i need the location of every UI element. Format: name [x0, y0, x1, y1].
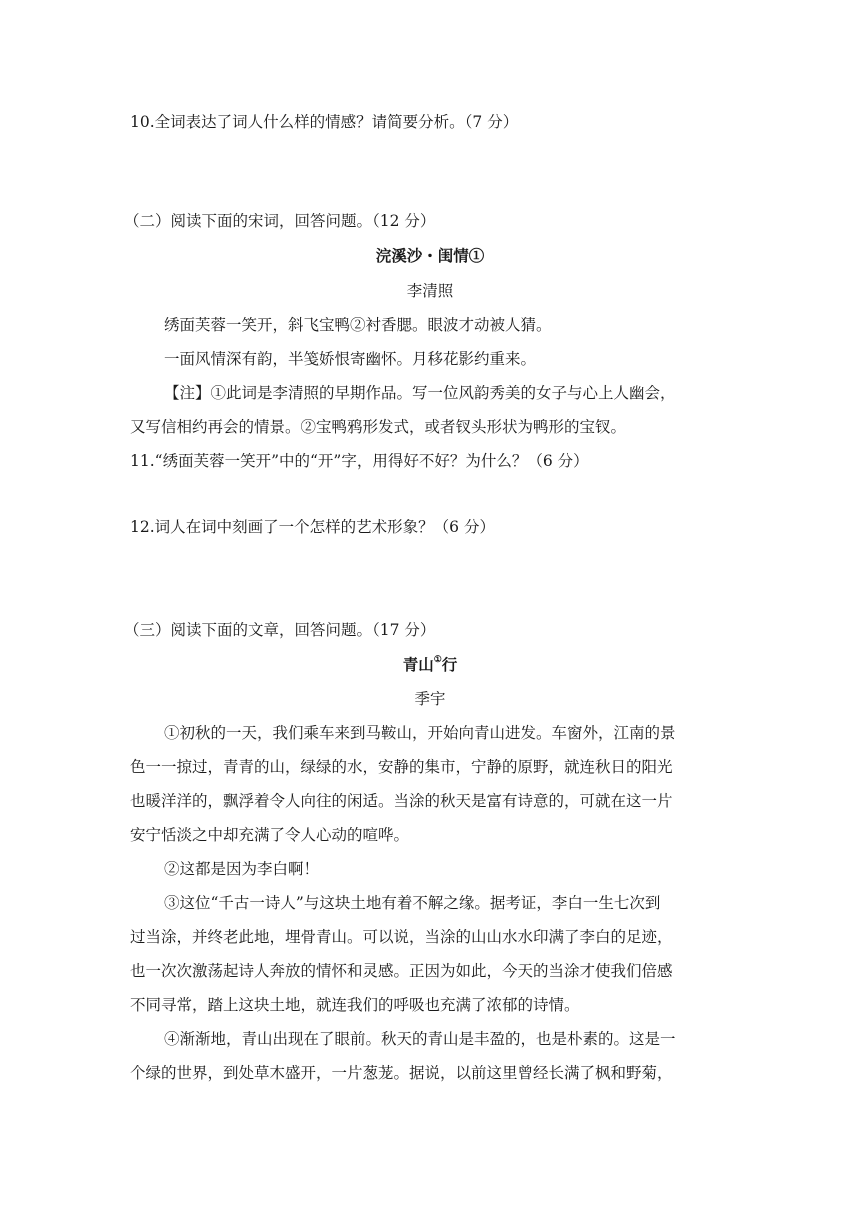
poem-line-1: 绣面芙蓉一笑开，斜飞宝鸭②衬香腮。眼波才动被人猜。	[164, 316, 552, 334]
paragraph-3-line-3: 也一次次激荡起诗人奔放的情怀和灵感。正因为如此，今天的当涂才使我们倍感	[130, 962, 673, 980]
poem-note-line-1: 【注】①此词是李清照的早期作品。写一位风韵秀美的女子与心上人幽会，	[164, 384, 676, 402]
paragraph-3-line-4: 不同寻常，踏上这块土地，就连我们的呼吸也充满了浓郁的诗情。	[130, 996, 580, 1014]
paragraph-3-line-2: 过当涂，并终老此地，埋骨青山。可以说，当涂的山山水水印满了李白的足迹，	[130, 928, 673, 946]
paragraph-1-line-3: 也暖洋洋的，飘浮着令人向往的闲适。当涂的秋天是富有诗意的，可就在这一片	[130, 792, 673, 810]
question-10: 10.全词表达了词人什么样的情感？请简要分析。（7 分）	[130, 113, 519, 131]
paragraph-3-line-1: ③这位“千古一诗人”与这块土地有着不解之缘。据考证，李白一生七次到	[164, 894, 661, 912]
paragraph-1-line-2: 色一一掠过，青青的山，绿绿的水，安静的集市，宁静的原野，就连秋日的阳光	[130, 758, 673, 776]
document-page	[124, 0, 730, 1216]
paragraph-1-line-4: 安宁恬淡之中却充满了令人心动的喧哗。	[130, 826, 410, 844]
article-title	[130, 654, 730, 676]
section-3-heading: （三）阅读下面的文章，回答问题。（17 分）	[124, 621, 436, 639]
paragraph-2: ②这都是因为李白啊！	[164, 860, 320, 878]
article-author: 季宇	[414, 690, 446, 708]
poem-note-line-2: 又写信相约再会的情景。②宝鸭鸦形发式，或者钗头形状为鸭形的宝钗。	[130, 418, 627, 436]
poem-title: 浣溪沙・闺情①	[375, 246, 485, 265]
paragraph-4-line-1: ④渐渐地，青山出现在了眼前。秋天的青山是丰盈的，也是朴素的。这是一	[164, 1030, 676, 1048]
poem-author: 李清照	[406, 282, 454, 300]
paragraph-1-line-1: ①初秋的一天，我们乘车来到马鞍山，开始向青山进发。车窗外，江南的景	[164, 724, 676, 742]
article-title-main: 青山	[402, 655, 434, 674]
paragraph-4-line-2: 个绿的世界，到处草木盛开，一片葱茏。据说，以前这里曾经长满了枫和野菊，	[130, 1064, 673, 1082]
question-11: 11.“绣面芙蓉一笑开”中的“开”字，用得好不好？为什么？（6 分）	[130, 452, 589, 470]
poem-line-2: 一面风情深有韵，半笺娇恨寄幽怀。月移花影约重来。	[164, 350, 537, 368]
question-12: 12.词人在词中刻画了一个怎样的艺术形象？（6 分）	[130, 518, 495, 536]
section-2-heading: （二）阅读下面的宋词，回答问题。（12 分）	[124, 212, 436, 230]
article-title-end: 行	[441, 655, 458, 674]
article-title-footnote-mark: ①	[433, 654, 442, 665]
